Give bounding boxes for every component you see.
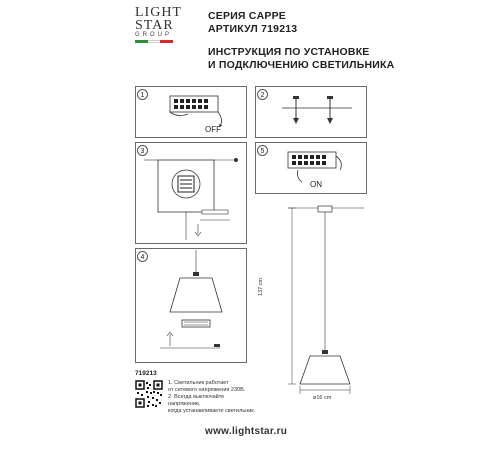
step-1-number: 1 bbox=[137, 89, 148, 100]
logo-line-3: GROUP bbox=[135, 32, 173, 38]
diameter-dimension: ø16 cm bbox=[313, 395, 332, 401]
step-5-number: 5 bbox=[257, 145, 268, 156]
step-3-mounting-drawing bbox=[140, 150, 244, 242]
logo-line-1: LIGHT bbox=[135, 5, 182, 20]
logo-line-2: STAR bbox=[135, 18, 174, 33]
instruction-title-2: И ПОДКЛЮЧЕНИЮ СВЕТИЛЬНИКА bbox=[208, 59, 395, 71]
side-view-drawing bbox=[268, 200, 368, 400]
website-link[interactable]: www.lightstar.ru bbox=[205, 426, 288, 437]
instruction-title-1: ИНСТРУКЦИЯ ПО УСТАНОВКЕ bbox=[208, 46, 370, 58]
step-1-off-label: OFF bbox=[205, 125, 221, 134]
step-3-number: 3 bbox=[137, 145, 148, 156]
note-2-line-a: 2. Всегда выключайте напряжение, bbox=[168, 394, 225, 407]
qr-code-icon bbox=[135, 380, 163, 408]
height-dimension: 137 cm bbox=[258, 277, 264, 296]
footer-notes bbox=[168, 380, 258, 415]
step-4-lamp-drawing bbox=[140, 250, 244, 360]
logo-flag bbox=[135, 40, 173, 43]
footer-article: 719213 bbox=[135, 370, 157, 377]
note-1-line-b: от сетевого напряжения 230В. bbox=[168, 387, 246, 393]
article-number: АРТИКУЛ 719213 bbox=[208, 23, 298, 35]
switch-off-icon bbox=[168, 92, 238, 132]
screw-icon bbox=[282, 92, 352, 132]
note-1-line-a: 1. Светильник работает bbox=[168, 380, 229, 386]
step-4-number: 4 bbox=[137, 251, 148, 262]
note-2-line-b: когда устанавливаете светильник. bbox=[168, 408, 256, 414]
step-5-on-label: ON bbox=[310, 180, 322, 189]
header-block bbox=[208, 10, 408, 72]
step-2-number: 2 bbox=[257, 89, 268, 100]
brand-logo bbox=[135, 5, 182, 43]
series-name: СЕРИЯ CAPPE bbox=[208, 10, 286, 22]
